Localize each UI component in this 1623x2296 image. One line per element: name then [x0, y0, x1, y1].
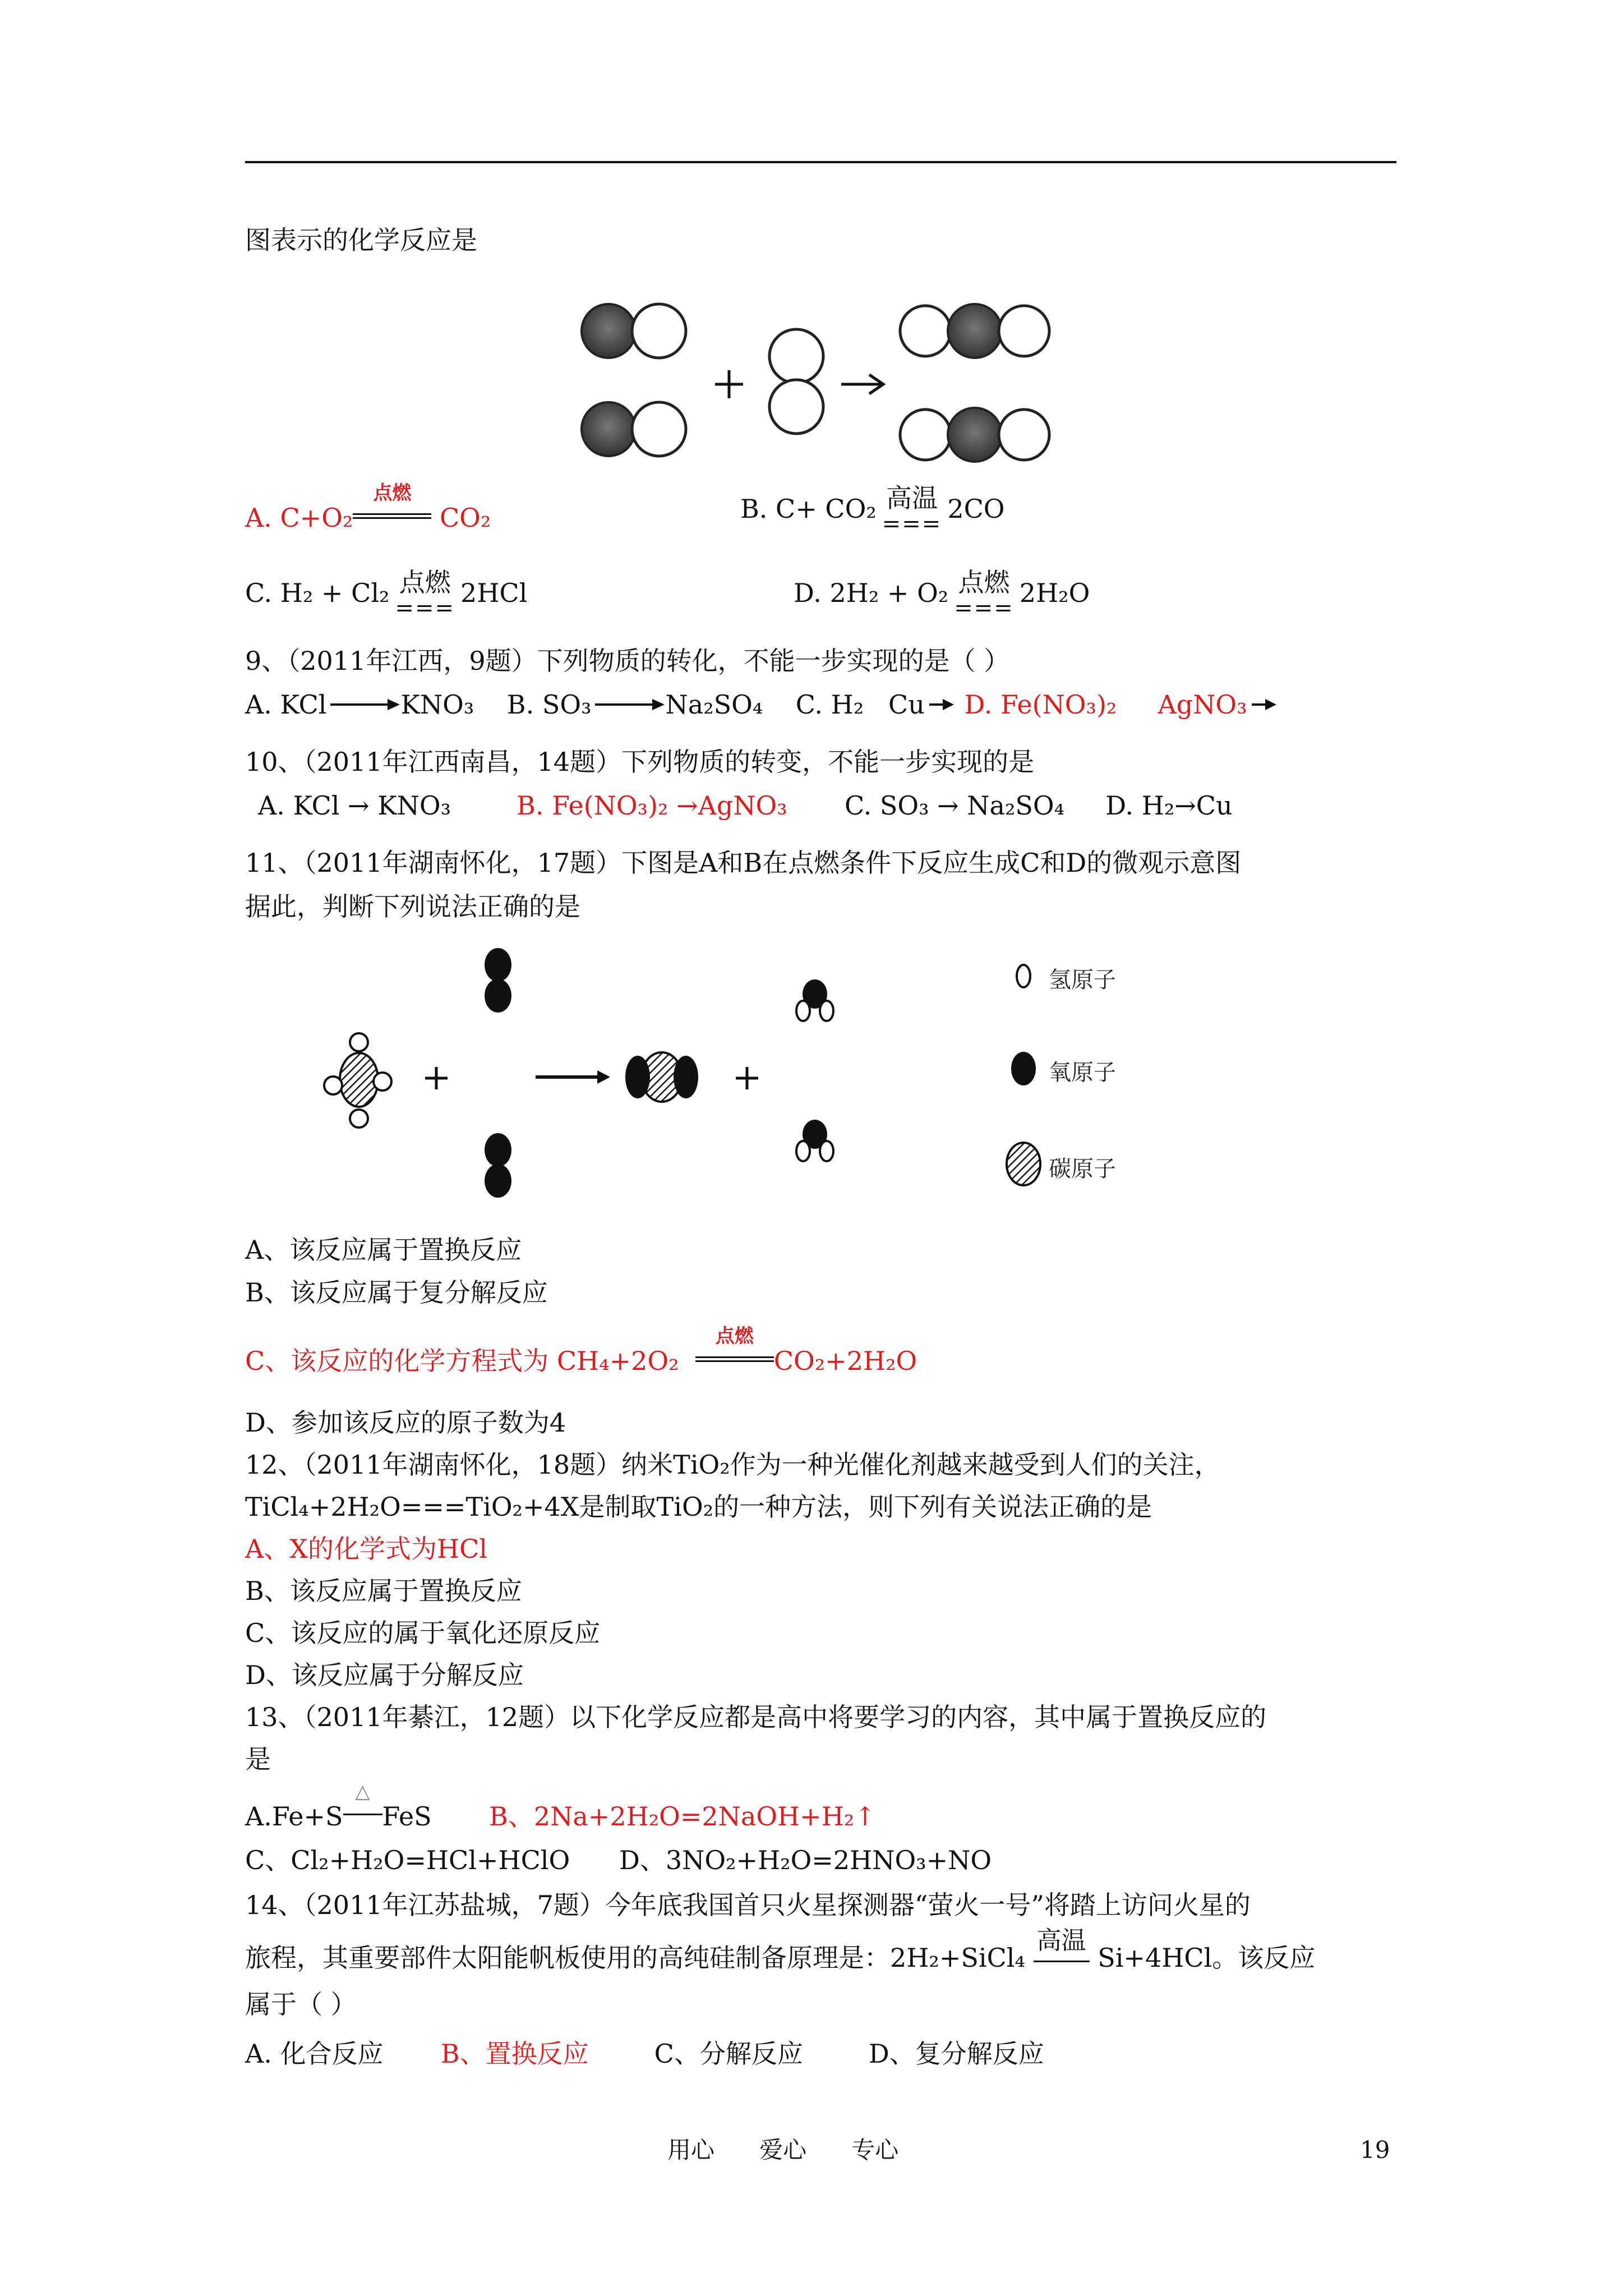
- q13-options-ab: A.Fe+S △ FeS B、2Na+2H₂O=2NaOH+H₂↑: [245, 1780, 876, 1832]
- q11-stem-2: 据此，判断下列说法正确的是: [245, 891, 580, 922]
- q11-option-c: C、该反应的化学方程式为 CH₄+2O₂ 点燃 CO₂+2H₂O: [245, 1325, 917, 1376]
- legend-carbon-symbol: [1007, 1143, 1040, 1185]
- q12-stem-1: 12、（2011年湖南怀化，18题）纳米TiO₂作为一种光催化剂越来越受到人们的关注，: [245, 1450, 1220, 1480]
- q10-options: A. KCl → KNO₃ B. Fe(NO₃)₂ →AgNO₃ C. SO₃ → Na₂SO₄ D. H₂→Cu: [258, 790, 1233, 821]
- carbon-atom-2: [582, 402, 635, 456]
- q9-options: A. KCl KNO₃ B. SO₃ Na₂SO₄ C. H₂ Cu D. Fe(NO₃)₂ AgNO₃: [245, 689, 1279, 720]
- q8-option-c: C. H₂ + Cl₂ 点燃 === 2HCl: [245, 567, 528, 621]
- q13-stem-1: 13、（2011年綦江，12题）以下化学反应都是高中将要学习的内容，其中属于置换反应的: [245, 1702, 1267, 1732]
- oxygen-molecule-1: [485, 948, 511, 1013]
- q14-stem-2: 旅程，其重要部件太阳能帆板使用的高纯硅制备原理是：2H₂+SiCl₄ 高温 Si+4HCl。该反应: [245, 1926, 1316, 1973]
- legend-oxygen-symbol: [1011, 1052, 1036, 1085]
- oxygen-atom-1: [632, 304, 686, 358]
- footer-motto: 用心 爱心 专心: [667, 2136, 899, 2164]
- methane-molecule: [324, 1033, 391, 1128]
- water-molecule-2: [796, 1120, 833, 1161]
- legend-carbon-label: 碳原子: [1049, 1156, 1116, 1182]
- plus-sign: [715, 370, 743, 398]
- q9-stem: 9、（2011年江西，9题）下列物质的转化，不能一步实现的是（ ）: [245, 646, 1010, 676]
- q13-stem-2: 是: [245, 1744, 271, 1774]
- water-molecule-1: [796, 979, 833, 1021]
- q12-option-c: C、该反应的属于氧化还原反应: [245, 1618, 601, 1648]
- q13-options-cd: C、Cl₂+H₂O=HCl+HClO D、3NO₂+H₂O=2HNO₃+NO: [245, 1845, 992, 1875]
- q14-stem-3: 属于（ ）: [245, 1989, 357, 2019]
- q11-option-d: D、参加该反应的原子数为4: [245, 1407, 566, 1438]
- q8-option-a: A. C+O₂ 点燃 CO₂: [245, 482, 491, 533]
- q12-stem-2: TiCl₄+2H₂O===TiO₂+4X是制取TiO₂的一种方法，则下列有关说法正确的是: [245, 1492, 1152, 1522]
- q11-option-b: B、该反应属于复分解反应: [245, 1277, 548, 1308]
- arrow-right-icon: [841, 375, 883, 394]
- q12-option-a: A、X的化学式为HCl: [245, 1534, 487, 1564]
- carbon-dioxide-molecule: [625, 1052, 698, 1102]
- page-number: 19: [1360, 2136, 1390, 2164]
- q8-option-b: B. C+ CO₂ 高温 === 2CO: [740, 483, 1005, 537]
- oxygen-atom-2: [632, 402, 686, 456]
- legend-hydrogen-symbol: [1017, 965, 1030, 987]
- reaction-diagram-q8: [578, 297, 1082, 477]
- legend-oxygen-label: 氧原子: [1049, 1060, 1116, 1085]
- q14-options: A. 化合反应 B、置换反应 C、分解反应 D、复分解反应: [245, 2039, 1044, 2069]
- q14-stem-1: 14、（2011年江苏盐城，7题）今年底我国首只火星探测器“萤火一号”将踏上访问火星的: [245, 1890, 1251, 1920]
- legend-hydrogen-label: 氢原子: [1049, 967, 1116, 993]
- oxygen-molecule-2: [485, 1133, 511, 1198]
- q12-option-d: D、该反应属于分解反应: [245, 1660, 524, 1690]
- header-rule: [0, 0, 1623, 168]
- q12-option-b: B、该反应属于置换反应: [245, 1576, 522, 1606]
- arrow-right-icon: [536, 1070, 610, 1084]
- carbon-atom-1: [582, 304, 635, 358]
- reaction-diagram-q11: [314, 948, 1122, 1217]
- q8-option-d: D. 2H₂ + O₂ 点燃 === 2H₂O: [794, 567, 1090, 621]
- q11-option-a: A、该反应属于置换反应: [245, 1235, 522, 1265]
- q11-stem-1: 11、（2011年湖南怀化，17题）下图是A和B在点燃条件下反应生成C和D的微观示意图: [245, 848, 1242, 878]
- intro-text: 图表示的化学反应是: [245, 225, 477, 255]
- q10-stem: 10、（2011年江西南昌，14题）下列物质的转变，不能一步实现的是: [245, 747, 1035, 777]
- oxygen-molecule-bottom: [769, 380, 823, 434]
- oxygen-molecule-top: [769, 329, 823, 383]
